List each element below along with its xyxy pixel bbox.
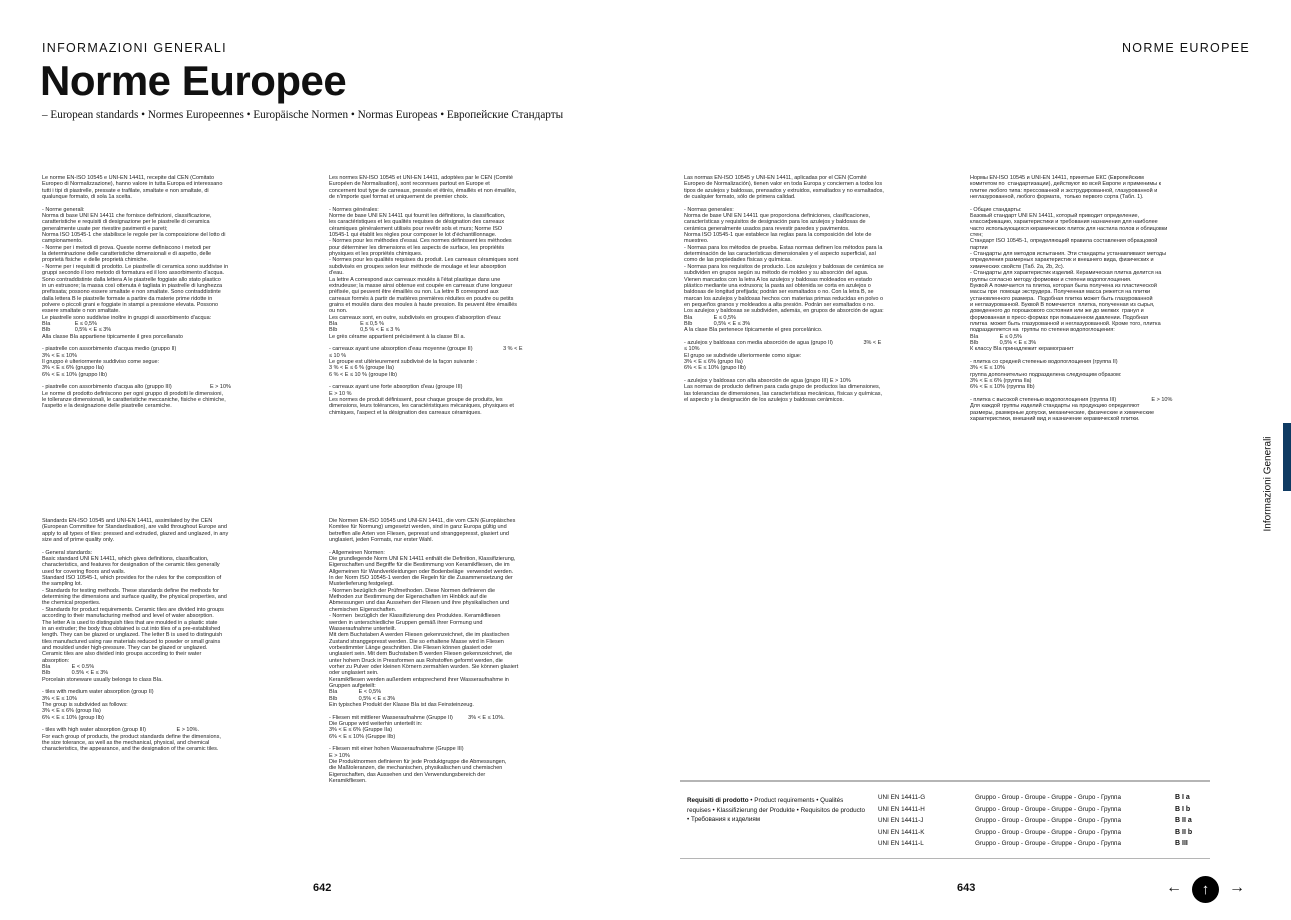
table-row-group: Gruppo - Group - Groupe - Gruppe - Grupo - Группа [975,794,1121,801]
text-block-french: Les normes EN-ISO 10545 et UNI-EN 14411, adoptées par le CEN (Comité Européen de Normalisation), sont reconnues partout en Europe et concernent tout type de carreaux, pressés et étirés, émaillés et non émaillés, de n'importe quel format et uniquement de premier choix. - Normes générales: Norme de base UNI EN 14411 qui fournit les définitions, la classification, les caractéristiques et les qualités requises de désignation des carreaux céramiques généralement utilisés pour revêtir sols et murs; Norme ISO 10545-1 qui établit les règles pour composer le lot d'échantillonnage. - Normes pour les méthodes d'essai. Ces normes définissent les méthodes pour déterminer les dimensions et les aspects de surface, les propriétés physiques et les propriétés chimiques. - Normes pour les qualités requises du produit. Les carreaux céramiques sont subdivisés en groupes selon leur méthode de moulage et leur absorption d'eau. La lettre A correspond aux carreaux moulés à l'état plastique dans une extrudeuse; la masse ainsi obtenue est coupée en carreaux d'une longueur préfixée, qui peuvent être émaillés ou non. La lettre B correspond aux carreaux formés à partir de matières premières réduites en poudre ou petits grains et moulés dans des moules à haute pression. Ils peuvent être émaillés ou non. Les carreaux sont, en outre, subdivisés en groupes d'absorption d'eau: BIa E ≤ 0,5 % BIb 0,5 % < E ≤ 3 % Le grès cérame appartient précisément à la classe BI a. - carreaux ayant une absorption d'eau moyenne (groupe II) 3 % < E ≤ 10 % Le groupe est ultérieurement subdivisé de la façon suivante : 3 % < E ≤ 6 % (groupe IIa) 6 % < E ≤ 10 % (groupe IIb) - carreaux ayant une forte absorption d'eau (groupe III) E > 10 % Les normes de produit définissent, pour chaque groupe de produits, les dimensions, leurs tolérances, les caractéristiques mécaniques, physiques et chimiques, l'aspect et la désignation des carreaux céramiques. [329,175,523,416]
previous-page-arrow-icon[interactable]: ← [1166,879,1182,896]
page-title: Norme Europee [40,57,347,104]
table-row-group: Gruppo - Group - Groupe - Gruppe - Grupo - Группа [975,840,1121,847]
text-block-english: Standards EN-ISO 10545 and UNI-EN 14411, assimilated by the CEN (European Committee for Standardisation), are valid throughout Europe and apply to all types of tiles: pressed and extruded, glazed and unglazed, in any size and of prime quality only. - General standards: Basic standard UNI EN 14411, which gives definitions, classification, characteristics, and features for designation of the ceramic tiles generally used for covering floors and walls. Standard ISO 10545-1, which provides for the rules for the composition of the sampling lot. - Standards for testing methods. These standards define the methods for determining the dimensions and surface quality, the physical properties, and the chemical properties. - Standards for product requirements. Ceramic tiles are divided into groups according to their manufacturing method and level of water absorption. The letter A is used to distinguish tiles that are moulded in a plastic state in an extruder; the body thus obtained is cut into tiles of a pre-established length. They can be glazed or unglazed. The letter B is used to distinguish tiles manufactured using raw materials reduced to powder or small grains and moulded under high-pressure. They can be glazed or unglazed. Ceramic tiles are also divided into groups according to their water absorption: BIa E < 0.5% BIb 0.5% < E ≤ 3% Porcelain stoneware usually belongs to class BIa. - tiles with medium water absorption (group II) 3% < E ≤ 10% The group is subdivided as follows: 3% < E ≤ 6% (group IIa) 6% < E ≤ 10% (group IIb) - tiles with high water absorption (group III) E > 10%. For each group of products, the product standards define the dimensions, the size tolerance, as well as the mechanical, physical, and chemical characteristics, the appearance, and the designation of the ceramic tiles. [42,518,229,753]
table-row-class: B II a [1175,817,1192,824]
requirements-heading-rest: • Product requirements • Qualités requises • Klassifizierung der Produkte • Requisitos de producto • Требования к изделиям [687,797,866,823]
table-divider [680,780,1210,782]
table-divider-bottom [680,858,1210,859]
page-subtitle: – European standards • Normes Europeennes • Europäische Normen • Normas Europeas • Европейские Стандарты [42,109,564,121]
arrow-up-icon: ↑ [1201,881,1210,898]
text-block-german: Die Normen EN-ISO 10545 und UNI-EN 14411, die vom CEN (Europäisches Komitee für Normung) umgesetzt werden, sind in ganz Europa gültig und betreffen alle Arten von Fliesen, gepresst und stranggepresst, glasiert und unglasiert, jeden Formats, nur erster Wahl. - Allgemeinen Normen: Die grundlegende Norm UNI EN 14411 enthält die Definition, Klassifizierung, Eigenschaften und Begriffe für die Bestimmung von Keramikfliesen, die im Allgemeinen für Wandverkleidungen oder Bodenbeläge verwendet werden. In der Norm ISO 10545-1 werden die Regeln für die Zusammensetzung der Musterlieferung festgelegt. - Normen bezüglich der Prüfmethoden. Diese Normen definieren die Methoden zur Bestimmung der Eigenschaften im Hinblick auf die Abmessungen und das Aussehen der Fliesen und ihre physikalischen und chemischen Eigenschaften. - Normen bezüglich der Klassifizierung des Produktes. Keramikfliesen werden in unterschiedliche Gruppen gemäß ihrer Formung und Wasseraufnahme unterteilt. Mit dem Buchstaben A werden Fliesen gekennzeichnet, die im plastischen Zustand stranggepresst werden. Die so erhaltene Masse wird in Fliesen vorbestimmter Länge geschnitten. Die Fliesen können glasiert oder unglasiert sein. Mit dem Buchstaben B werden Fliesen gekennzeichnet, die unter hohem Druck in Pressformen aus Rohstoffen geformt werden, die vorher zu Pulver oder kleinen Körnern zermahlen wurden. Sie können glasiert oder unglasiert sein. Keramikfliesen werden außerdem entsprechend ihrer Wasseraufnahme in Gruppen aufgeteilt: BIa E < 0,5% BIb 0,5% < E ≤ 3% Ein typisches Produkt der Klasse BIa ist das Feinsteinzeug. - Fliesen mit mittlerer Wasseraufnahme (Gruppe II) 3% < E ≤ 10%. Die Gruppe wird weiterhin unterteilt in: 3% < E ≤ 6% (Gruppe IIa) 6% < E ≤ 10% (Gruppe IIb) - Fliesen mit einer hohen Wasseraufnahme (Gruppe III) E > 10% Die Produktnormen definieren für jede Produktgruppe die Abmessungen, die Maßtoleranzen, die mechanischen, physikalischen und chemischen Eigenschaften, das Aussehen und den Verwendungsbereich der Keramikfliesen. [329,518,519,785]
text-block-italian: Le norme EN-ISO 10545 e UNI-EN 14411, recepite dal CEN (Comitato Europeo di Normalizzazione), hanno valore in tutta Europa ed interessano tutti i tipi di piastrelle, pressate e trafilate, smaltate e non smaltate, di qualunque formato, di sola 1a scelta. - Norme generali: Norma di base UNI EN 14411 che fornisce definizioni, classificazione, caratteristiche e requisiti di designazione per le piastrelle di ceramica generalmente usate per rivestire pavimenti e pareti; Norma ISO 10545-1 che stabilisce le regole per la composizione del lotto di campionamento. - Norme per i metodi di prova. Queste norme definiscono i metodi per la determinazione delle caratteristiche dimensionali e di aspetto, delle proprietà fisiche e delle proprietà chimiche. - Norme per i requisiti di prodotto. Le piastrelle di ceramica sono suddivise in gruppi secondo il loro metodo di formatura ed il loro assorbimento d'acqua. Sono contraddistinte dalla lettera A le piastrelle foggiate allo stato plastico in un estrusore; la massa così ottenuta è tagliata in piastrelle di lunghezza prefissata; possono essere smaltate e non smaltate. Sono contraddistinte dalla lettera B le piastrelle formate a partire da materie prime ridotte in polvere o piccoli grani e foggiate in stampi a pressione elevata. Possono essere smaltate o non smaltate. Le piastrelle sono suddivise inoltre in gruppi di assorbimento d'acqua: BIa E ≤ 0,5% BIb 0,5% < E ≤ 3% Alla classe BIa appartiene tipicamente il gres porcellanato - piastrelle con assorbimento d'acqua medio (gruppo II) 3% < E ≤ 10% Il gruppo è ulteriormente suddiviso come segue: 3% < E ≤ 6% (gruppo IIa) 6% < E ≤ 10% (gruppo IIb) - piastrelle con assorbimento d'acqua alto (gruppo III) E > 10% Le norme di prodotto definiscono per ogni gruppo di prodotti le dimensioni, le tolleranze dimensionali, le caratteristiche meccaniche, fisiche e chimiche, l'aspetto e la designazione delle piastrelle ceramiche. [42,175,231,410]
requirements-groups [975,792,1121,850]
table-row-code: UNI EN 14411-H [878,805,925,813]
side-tab-label [1262,420,1274,548]
text-block-spanish: Las normas EN-ISO 10545 y UNI-EN 14411, aplicadas por el CEN (Comité Europeo de Normalización), tienen valor en toda Europa y conciernen a todos los tipos de azulejos y baldosas, prensados y extruidos, esmaltados y no esmaltados, de cualquier formato, sólo de primera calidad. - Normas generales: Norma de base UNI EN 14411 que proporciona definiciones, clasificaciones, características y requisitos de designación para los azulejos y baldosas de cerámica generalmente usados para revestir paredes y pavimentos. Norma ISO 10545-1 que establece las reglas para la composición del lote de muestreo. - Normas para los métodos de prueba. Estas normas definen los métodos para la determinación de las características dimensionales y el aspecto superficial, así como de las propiedades físicas y químicas. - Normas para los requisitos de producto. Los azulejos y baldosas de cerámica se subdividen en grupos según su método de moldeo y su absorción del agua. Vienen marcados con la letra A los azulejos y baldosas moldeados en estado plástico mediante una extrusora; la pasta así obtenida se corta en azulejos o baldosas de longitud prefijada; podrán ser esmaltados o no. Con la letra B, se marcan los azulejos y baldosas hechos con materias primas reducidas en polvo o en pequeños granos y moldeados a alta presión. Podrán ser esmaltados o no. Los azulejos y baldosas se subdividen, además, en grupos de absorción de agua: BIa E ≤ 0,5% BIb 0,5% < E ≤ 3% A la clase BIa pertenece típicamente el gres porcelánico. - azulejos y baldosas con media absorción de agua (grupo II) 3% < E ≤ 10% El grupo se subdivide ulteriormente como sigue: 3% < E ≤ 6% (grupo IIa) 6% < E ≤ 10% (grupo IIb) - azulejos y baldosas con alta absorción de agua (grupo III) E > 10% Las normas de producto definen para cada grupo de productos las dimensiones, las tolerancias de dimensiones, las características mecánicas, físicas y químicas, el aspecto y la designación de los azulejos y baldosas cerámicos. [684,175,884,404]
back-to-top-button[interactable] [1192,876,1219,903]
table-row-code: UNI EN 14411-L [878,840,924,847]
table-row-class: B II b [1175,828,1193,836]
table-row-class: B I b [1175,805,1191,813]
table-row-group: Gruppo - Group - Groupe - Gruppe - Grupo - Группа [975,805,1121,813]
side-tab-marker [1283,423,1291,491]
table-row-code: UNI EN 14411-G [878,794,926,801]
requirements-heading-bold: Requisiti di prodotto [687,797,749,804]
table-row-code: UNI EN 14411-J [878,817,924,824]
page-number-left: 642 [313,882,332,894]
next-page-arrow-icon[interactable]: → [1229,879,1245,896]
page-number-right: 643 [957,882,976,894]
requirements-codes [878,792,925,850]
table-row-class: B III [1175,840,1188,847]
side-tab-text: Informazioni Generali [1262,436,1274,532]
table-row-group: Gruppo - Group - Groupe - Gruppe - Grupo - Группа [975,828,1121,836]
section-label: INFORMAZIONI GENERALI [42,41,227,55]
requirements-classes [1175,792,1192,850]
table-row-group: Gruppo - Group - Groupe - Gruppe - Grupo - Группа [975,817,1121,824]
text-block-russian: Нормы EN-ISO 10545 и UNI-EN 14411, принятые ЕКС (Европейским комитетом по стандартизации), действуют во всей Европе и применимы к плитке любого типа: прессованной и экструдированной, глазурованной и неглазурованной, любого формата, только первого сорта (Табл. 1). - Общие стандарты: Базовый стандарт UNI EN 14411, который приводит определение, классификацию, характеристики и требования назначения для наиболее часто использующихся керамических плиток для настила полов и облицовки стен; Стандарт ISO 10545-1, определяющий правила составления образцовой партии - Стандарты для методов испытания. Эти стандарты устанавливают методы определения размерных характеристик и внешнего вида, физических и химических свойств (Таб. 2a, 2b, 2c). - Стандарты для характеристик изделий. Керамическая плитка делится на группы согласно методу формовки и степени водопоглощения. Буквой А помечается та плитка, которая была получена из пластической массы при помощи экструдера. Полученная масса режется на плитки установленного размера. Подобная плитка может быть глазурованной и неглазурованной. Буквой В помечается плитка, полученная из сырья, доведенного до порошкового состояния или же до мелких гранул и формованная в пресс-формах при повышенном давлении. Подобная плитка может быть глазурованной и неглазурованной. Кроме того, плитка подразделяется на группы по степени водопоглощения: BIa E ≤ 0,5% BIb 0,5% < E ≤ 3% К классу BIa принадлежит керамогранит - плитка со средней степенью водопоглощения (группа II) 3% < E ≤ 10% группа дополнительно подразделена следующим образом: 3% < E ≤ 6% (группа IIa) 6% < E ≤ 10% (группа IIb) - плитка с высокой степенью водопоглощения (группа III) E > 10% Для каждой группы изделий стандарты на продукцию определяют размеры, размерные допуски, механические, физические и химические характеристики, внешний вид и назначение керамической плитки. [970,175,1173,423]
section-label-right: NORME EUROPEE [1121,41,1250,55]
table-row-code: UNI EN 14411-K [878,828,925,836]
table-row-class: B I a [1175,794,1190,801]
requirements-heading [687,796,867,825]
